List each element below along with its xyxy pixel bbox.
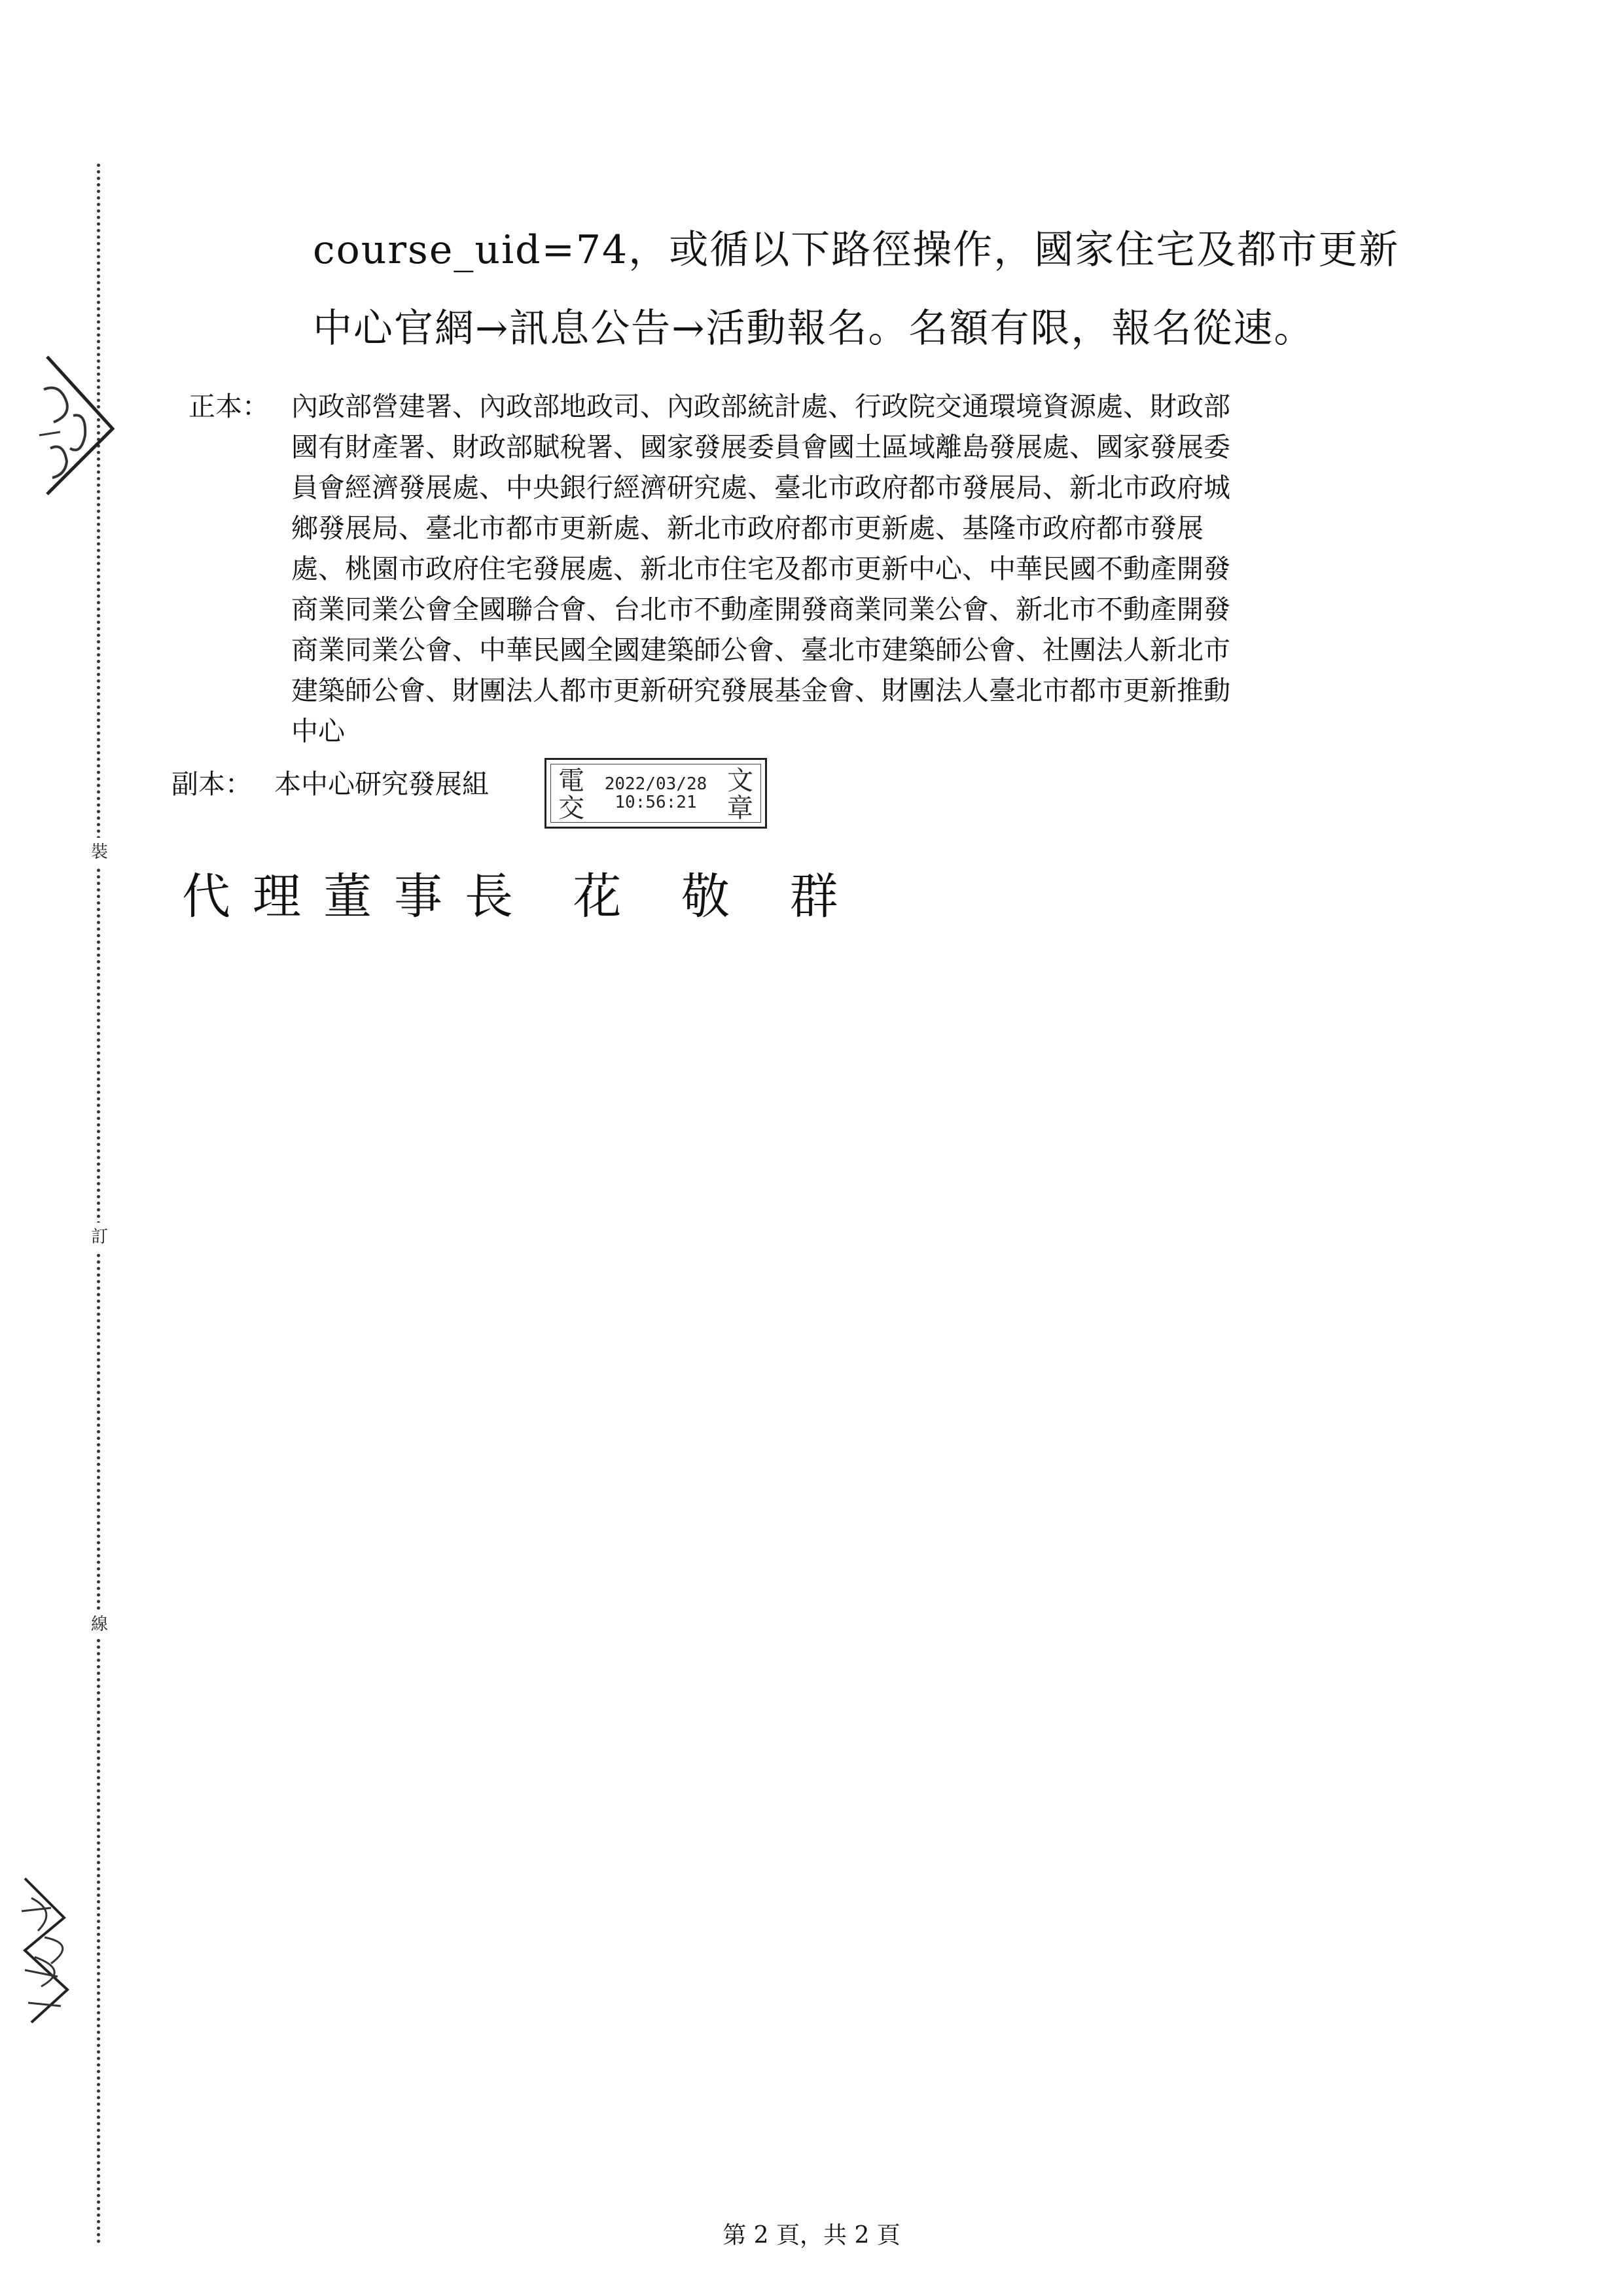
stamp-char-wen: 文 [727, 766, 753, 796]
intro-line-1: course_uid=74，或循以下路徑操作，國家住宅及都市更新 [313, 227, 1400, 273]
signatory: 代理董事長 花 敬 群 [182, 869, 861, 925]
copy-recipients-label: 副本： [171, 768, 252, 800]
handwritten-seal-icon [12, 1872, 90, 2029]
binding-mark-xian: 線 [86, 1610, 113, 1639]
recipient-line: 鄉發展局、臺北市都市更新處、新北市政府都市更新處、基隆市政府都市發展 [291, 512, 1204, 544]
recipient-line: 內政部營建署、內政部地政司、內政部統計處、行政院交通環境資源處、財政部 [291, 391, 1230, 422]
recipient-line: 建築師公會、財團法人都市更新研究發展基金會、財團法人臺北市都市更新推動 [291, 675, 1230, 706]
recipient-line: 商業同業公會全國聯合會、台北市不動產開發商業同業公會、新北市不動產開發 [291, 594, 1230, 625]
stamp-char-zhang: 章 [727, 793, 753, 823]
electronic-document-stamp [544, 758, 767, 829]
recipient-line: 商業同業公會、中華民國全國建築師公會、臺北市建築師公會、社團法人新北市 [291, 634, 1230, 666]
seal-mark-icon [34, 350, 132, 501]
recipient-line: 國有財產署、財政部賦稅署、國家發展委員會國土區域離島發展處、國家發展委 [291, 431, 1230, 463]
intro-line-2: 中心官網→訊息公告→活動報名。名額有限，報名從速。 [313, 306, 1315, 351]
recipient-line: 處、桃園市政府住宅發展處、新北市住宅及都市更新中心、中華民國不動產開發 [291, 553, 1230, 584]
recipient-line: 中心 [291, 715, 345, 747]
distribution-main [188, 386, 1465, 751]
stamp-time: 10:56:21 [615, 793, 697, 812]
binding-mark-zhuang: 裝 [86, 838, 113, 867]
main-recipients-label: 正本： [188, 391, 269, 422]
binding-mark-ding: 訂 [86, 1223, 113, 1251]
recipient-line: 員會經濟發展處、中央銀行經濟研究處、臺北市政府都市發展局、新北市政府城 [291, 472, 1230, 503]
main-recipients-list [291, 386, 1463, 751]
page-number: 第 2 頁，共 2 頁 [722, 2222, 901, 2249]
stamp-char-jiao: 交 [558, 793, 584, 823]
stamp-char-dian: 電 [558, 766, 584, 796]
stamp-date: 2022/03/28 [604, 774, 707, 794]
copy-recipients-text: 本中心研究發展組 [274, 768, 489, 800]
